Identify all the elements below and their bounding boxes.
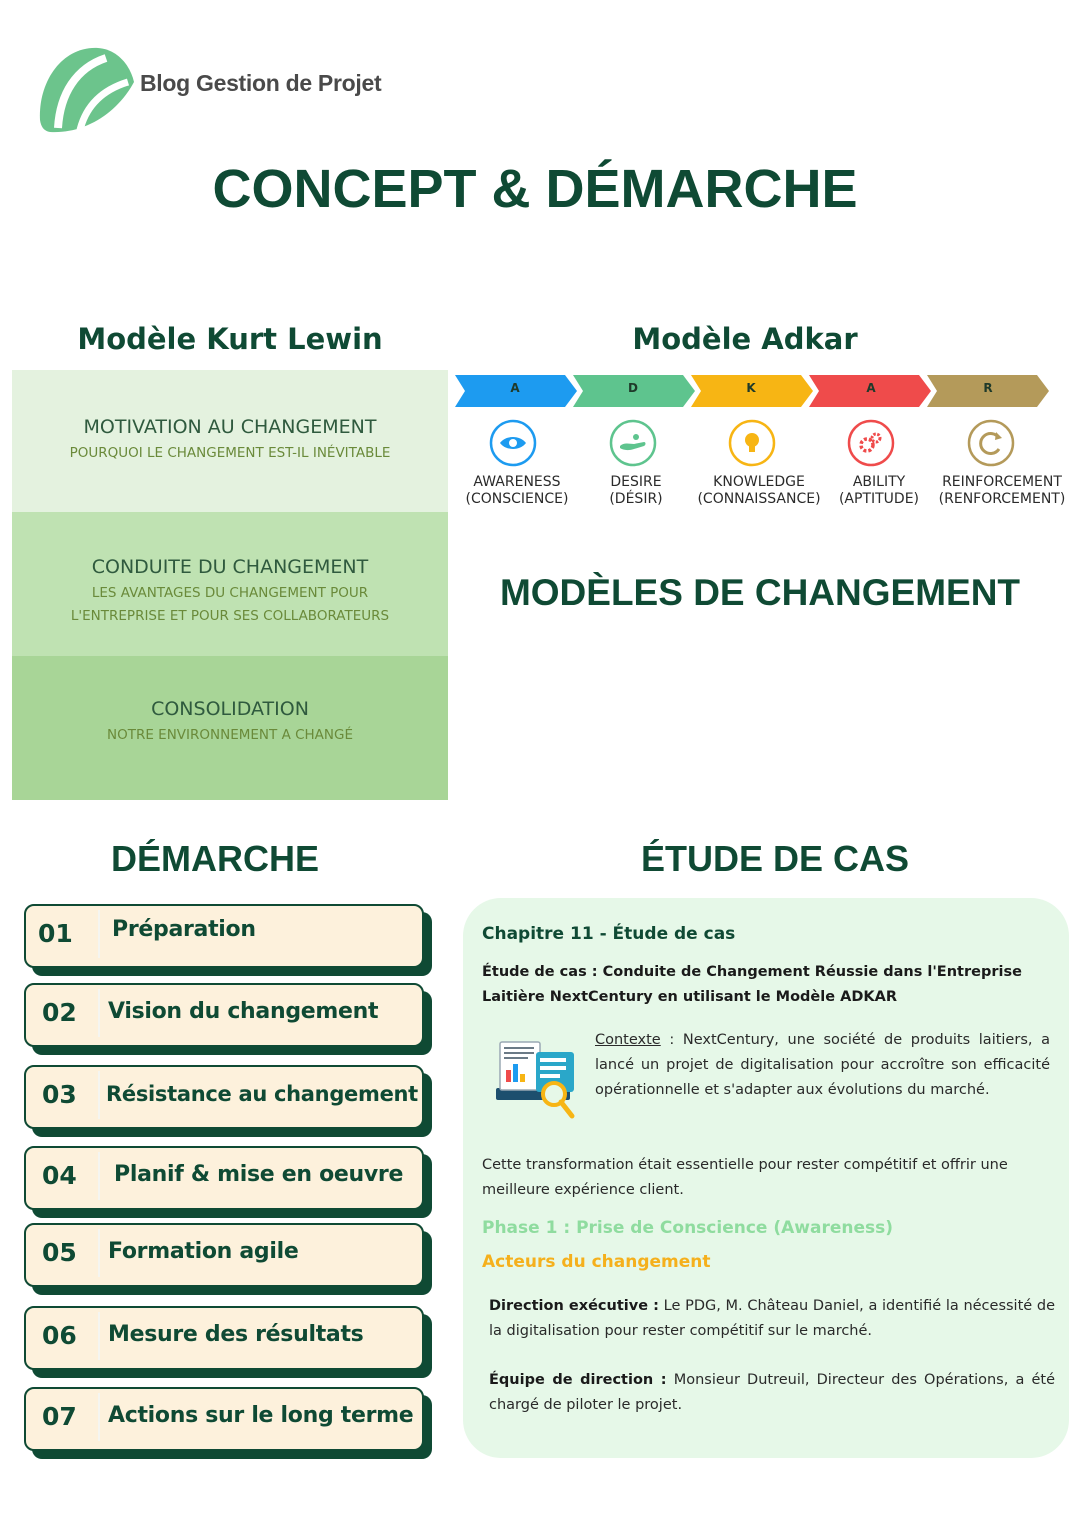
- adkar-letter: R: [983, 381, 993, 395]
- logo-leaf-icon: [36, 42, 136, 134]
- step-label: Mesure des résultats: [108, 1322, 364, 1347]
- cycle-icon: [966, 418, 1016, 468]
- lewin-stage-sub: LES AVANTAGES DU CHANGEMENT POUR: [91, 585, 369, 601]
- adkar-label-reinforcement: [932, 474, 1072, 508]
- step-number: 07: [42, 1402, 77, 1431]
- lewin-stage-heading: CONDUITE DU CHANGEMENT: [91, 556, 369, 578]
- case-transformation: Cette transformation était essentielle pour rester compétitif et offrir une meilleure expérience client.: [482, 1157, 1008, 1198]
- case-subtitle: Étude de cas : Conduite de Changement Réussie dans l'Entreprise Laitière NextCentury en utilisant le Modèle ADKAR: [482, 964, 1022, 1005]
- step-label: Préparation: [112, 917, 256, 942]
- demarche-step: [24, 1146, 424, 1210]
- direction-label: Direction exécutive :: [489, 1298, 659, 1314]
- adkar-label-knowledge: [689, 474, 829, 508]
- direction-text: Le PDG, M. Château Daniel, a identifié la nécessité de la digitalisation pour rester compétitif sur le marché.: [489, 1298, 1056, 1339]
- adkar-label-line: KNOWLEDGE: [713, 474, 805, 490]
- step-number: 04: [42, 1161, 77, 1190]
- step-label: Actions sur le long terme: [108, 1403, 414, 1428]
- demarche-title: DÉMARCHE: [110, 838, 319, 879]
- case-direction: [489, 1294, 1055, 1344]
- hand-icon: [608, 418, 658, 468]
- demarche-step: [24, 1223, 424, 1287]
- case-study-title: ÉTUDE DE CAS: [640, 838, 910, 879]
- adkar-letter: K: [746, 381, 756, 395]
- adkar-label-line: ABILITY: [852, 474, 906, 490]
- page-title: CONCEPT & DÉMARCHE: [212, 159, 858, 219]
- adkar-label-desire: [566, 474, 706, 508]
- lewin-stage-motivation: [12, 370, 448, 512]
- demarche-step: [24, 1065, 424, 1129]
- demarche-step: [24, 1306, 424, 1370]
- lewin-stage-sub: L'ENTREPRISE ET POUR SES COLLABORATEURS: [70, 608, 390, 624]
- brand-name: Blog Gestion de Projet: [140, 70, 382, 96]
- case-phase: Phase 1 : Prise de Conscience (Awareness): [482, 1218, 894, 1238]
- step-number: 03: [42, 1080, 77, 1109]
- case-actors: Acteurs du changement: [482, 1252, 711, 1272]
- adkar-label-line: (APTITUDE): [838, 491, 920, 507]
- adkar-letter: D: [628, 381, 638, 395]
- step-label: Planif & mise en oeuvre: [114, 1162, 404, 1187]
- context-label: Contexte: [595, 1032, 661, 1048]
- demarche-step: [24, 1387, 424, 1451]
- team-text: Monsieur Dutreuil, Directeur des Opérations, a été chargé de piloter le projet.: [489, 1372, 1055, 1413]
- step-label: Vision du changement: [108, 999, 379, 1024]
- lewin-stage-sub: NOTRE ENVIRONNEMENT A CHANGÉ: [107, 727, 353, 743]
- lewin-stage-conduite: [12, 512, 448, 656]
- step-label: Résistance au changement: [106, 1082, 418, 1106]
- models-title: MODÈLES DE CHANGEMENT: [499, 572, 1021, 613]
- case-team: [489, 1368, 1055, 1418]
- step-number: 02: [42, 998, 77, 1027]
- gears-icon: [846, 418, 896, 468]
- adkar-label-line: (RENFORCEMENT): [938, 491, 1066, 507]
- team-label: Équipe de direction :: [489, 1372, 667, 1388]
- adkar-label-ability: [809, 474, 949, 508]
- adkar-label-line: (CONNAISSANCE): [697, 491, 821, 507]
- adkar-label-line: REINFORCEMENT: [942, 474, 1062, 490]
- demarche-step: [24, 904, 424, 968]
- adkar-label-line: (DÉSIR): [609, 491, 663, 507]
- adkar-letter: A: [866, 381, 876, 395]
- eye-icon: [488, 418, 538, 468]
- step-number: 05: [42, 1238, 77, 1267]
- analytics-illustration-icon: [492, 1036, 584, 1132]
- lewin-stage-consolidation: [12, 656, 448, 800]
- step-number: 06: [42, 1321, 77, 1350]
- adkar-letter: A: [510, 381, 520, 395]
- context-text: : NextCentury, une société de produits laitiers, a lancé un projet de digitalisation pour accroître son efficacité opérationnelle et s'adapter aux évolutions du marché.: [595, 1032, 1050, 1098]
- case-context: [595, 1028, 1050, 1103]
- adkar-label-line: (CONSCIENCE): [465, 491, 569, 507]
- lewin-stage-sub: POURQUOI LE CHANGEMENT EST-IL INÉVITABLE: [69, 445, 391, 461]
- lewin-stage-heading: CONSOLIDATION: [151, 698, 309, 720]
- adkar-title: Modèle Adkar: [632, 322, 858, 356]
- step-label: Formation agile: [108, 1239, 299, 1264]
- lightbulb-icon: [727, 418, 777, 468]
- adkar-label-line: DESIRE: [610, 474, 662, 490]
- step-number: 01: [38, 919, 73, 948]
- lewin-title: Modèle Kurt Lewin: [77, 322, 383, 356]
- case-chapter: Chapitre 11 - Étude de cas: [482, 924, 736, 944]
- demarche-step: [24, 983, 424, 1047]
- adkar-label-line: AWARENESS: [473, 474, 561, 490]
- lewin-stage-heading: MOTIVATION AU CHANGEMENT: [83, 416, 377, 438]
